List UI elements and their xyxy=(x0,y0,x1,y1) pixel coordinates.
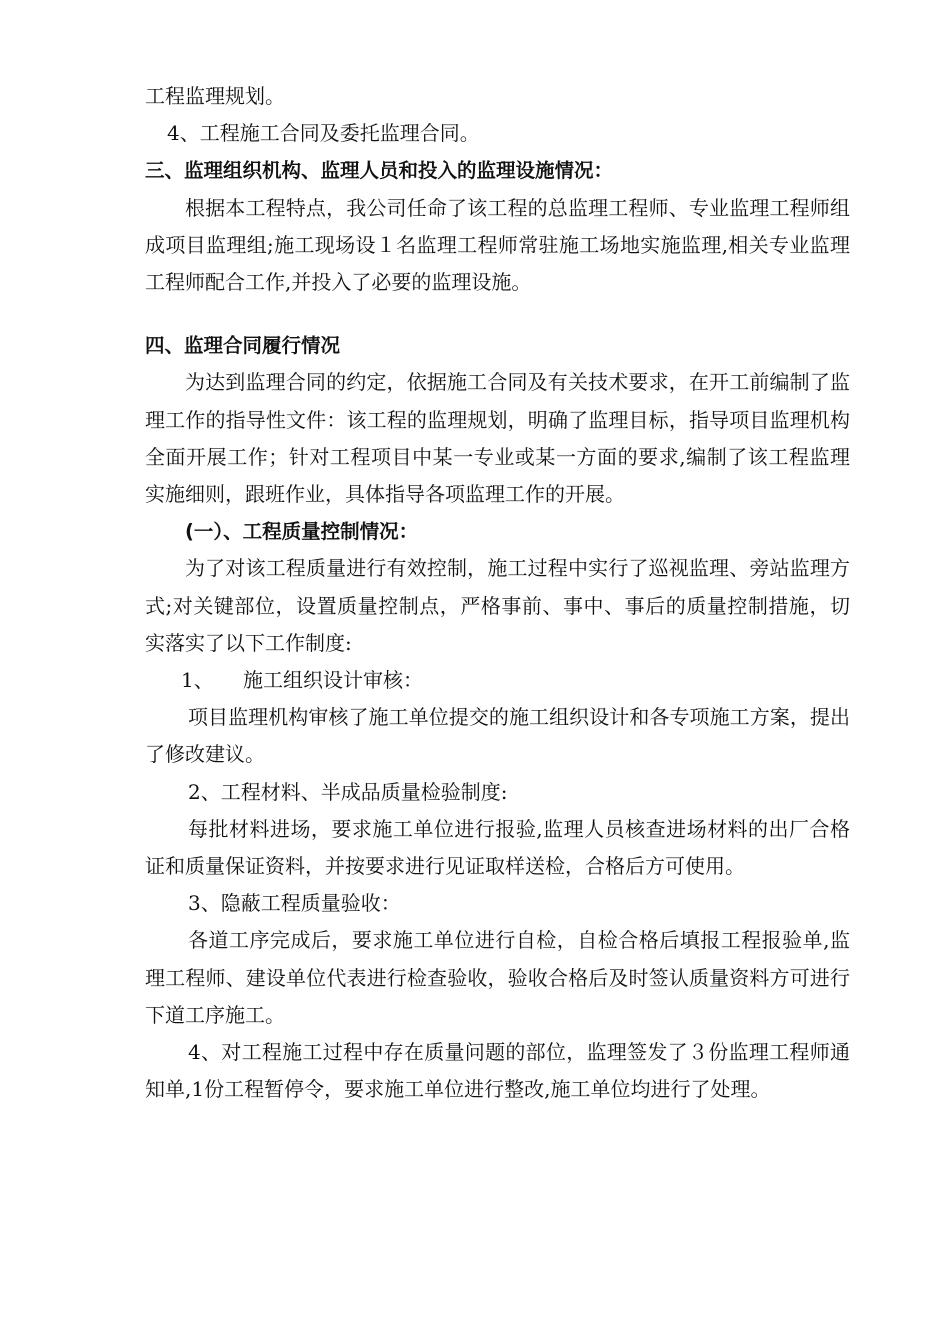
paragraph-concealed-work: 各道工序完成后，要求施工单位进行自检，自检合格后填报工程报验单,监理工程师、建设单位代表进行检查验收，验收合格后及时签认质量资料方可进行下道工序施工。 xyxy=(145,928,850,1027)
list-item-2: 2、工程材料、半成品质量检验制度: xyxy=(188,779,508,804)
paragraph-design-review: 项目监理机构审核了施工单位提交的施工组织设计和各专项施工方案，提出了修改建议。 xyxy=(145,705,850,767)
paragraph-plan-end: 工程监理规划。 xyxy=(145,84,285,108)
heading-section-3: 三、监理组织机构、监理人员和投入的监理设施情况： xyxy=(145,159,614,183)
list-item-1-text: 施工组织设计审核： xyxy=(243,668,423,693)
paragraph-quality-control: 为了对该工程质量进行有效控制，施工过程中实行了巡视监理、旁站监理方式;对关键部位，设置质量控制点，严格事前、事中、事后的质量控制措施，切实落实了以下工作制度: xyxy=(145,556,850,655)
paragraph-quality-issues: 4、对工程施工过程中存在质量问题的部位，监理签发了３份监理工程师通知单,1份工程暂停令，要求施工单位进行整改,施工单位均进行了处理。 xyxy=(145,1040,850,1102)
paragraph-organization: 根据本工程特点，我公司任命了该工程的总监理工程师、专业监理工程师组成项目监理组;施工现场设１名监理工程师常驻施工场地实施监理,相关专业监理工程师配合工作,并投入了必要的监理设施。 xyxy=(145,195,850,295)
heading-section-4: 四、监理合同履行情况 xyxy=(145,334,341,358)
subheading-quality-control: (一）、工程质量控制情况： xyxy=(185,520,419,544)
paragraph-material-inspection: 每批材料进场，要求施工单位进行报验,监理人员核查进场材料的出厂合格证和质量保证资料，并按要求进行见证取样送检，合格后方可使用。 xyxy=(145,816,850,879)
paragraph-contracts: 4、工程施工合同及委托监理合同。 xyxy=(167,121,480,146)
list-item-1-number: 1、 xyxy=(181,668,214,693)
list-item-3: 3、隐蔽工程质量验收： xyxy=(188,891,401,916)
paragraph-contract-performance: 为达到监理合同的约定，依据施工合同及有关技术要求，在开工前编制了监理工作的指导性文件：该工程的监理规划，明确了监理目标，指导项目监理机构全面开展工作；针对工程项目中某一专业或某一方面的要求,编制了该工程监理实施细则，跟班作业，具体指导各项监理工作的开展。 xyxy=(145,370,850,507)
paragraph-spacer xyxy=(145,301,850,327)
list-item-1 xyxy=(145,662,850,699)
document-body xyxy=(145,78,850,1108)
